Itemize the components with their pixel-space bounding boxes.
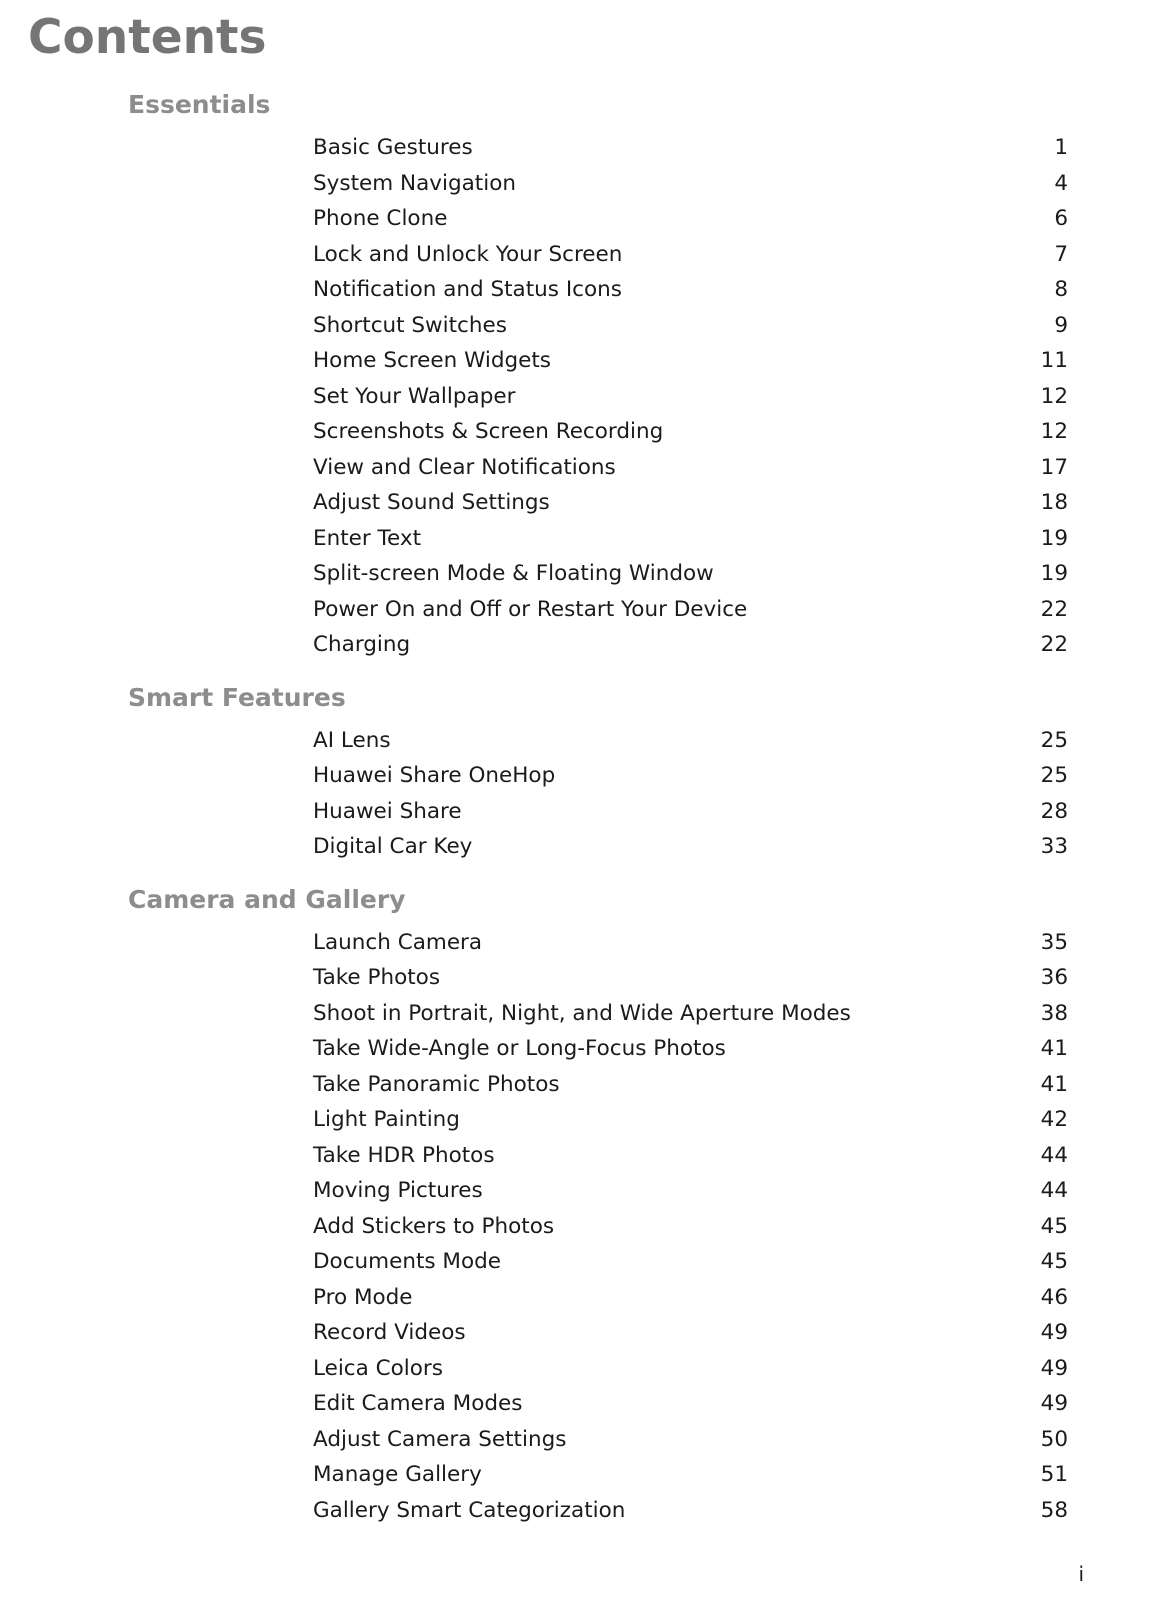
toc-entry-label: Edit Camera Modes bbox=[313, 1391, 523, 1416]
toc-entry-page-number: 6 bbox=[1054, 206, 1068, 231]
section-heading: Smart Features bbox=[128, 682, 346, 712]
toc-entry[interactable] bbox=[0, 1351, 1162, 1387]
toc-entry-label: Lock and Unlock Your Screen bbox=[313, 241, 623, 267]
toc-entry[interactable] bbox=[0, 237, 1162, 273]
toc-entry-page-number: 45 bbox=[1040, 1249, 1068, 1274]
toc-entry-page-number: 35 bbox=[1040, 929, 1068, 955]
toc-section bbox=[0, 681, 1162, 865]
toc-section bbox=[0, 88, 1162, 663]
toc-entry-label: Power On and Off or Restart Your Device bbox=[313, 596, 748, 622]
toc-entry-label: Light Painting bbox=[313, 1107, 460, 1132]
section-entry-list bbox=[0, 130, 1162, 663]
section-gap bbox=[0, 663, 1162, 681]
toc-entry-page-number: 9 bbox=[1054, 312, 1068, 338]
toc-entry-page-number: 49 bbox=[1040, 1320, 1068, 1345]
toc-entry-page-number: 49 bbox=[1040, 1355, 1068, 1381]
toc-entry-label: System Navigation bbox=[313, 170, 516, 196]
toc-entry-page-number: 28 bbox=[1040, 798, 1068, 824]
section-entry-list bbox=[0, 723, 1162, 865]
toc-entry[interactable] bbox=[0, 166, 1162, 202]
toc-entry-label: Take Photos bbox=[313, 965, 441, 990]
toc-entry[interactable] bbox=[0, 1457, 1162, 1493]
section-entry-list bbox=[0, 925, 1162, 1529]
toc-entry[interactable] bbox=[0, 723, 1162, 759]
toc-entry-page-number: 45 bbox=[1040, 1213, 1068, 1239]
toc-entry-label: Adjust Camera Settings bbox=[313, 1426, 567, 1452]
toc-entry[interactable] bbox=[0, 1102, 1162, 1138]
toc-entry-page-number: 36 bbox=[1040, 965, 1068, 990]
toc-entry[interactable] bbox=[0, 794, 1162, 830]
toc-entry[interactable] bbox=[0, 556, 1162, 592]
toc-entry-label: Manage Gallery bbox=[313, 1462, 482, 1487]
section-heading: Essentials bbox=[128, 90, 271, 119]
toc-entry-label: Huawei Share OneHop bbox=[313, 763, 556, 788]
toc-entry[interactable] bbox=[0, 272, 1162, 308]
toc-entry-page-number: 33 bbox=[1040, 834, 1068, 859]
toc-entry-label: Set Your Wallpaper bbox=[313, 383, 516, 409]
toc-entry-label: Moving Pictures bbox=[313, 1178, 483, 1203]
toc-entry[interactable] bbox=[0, 758, 1162, 794]
page-folio: i bbox=[1078, 1562, 1084, 1586]
toc-entry-page-number: 19 bbox=[1040, 525, 1068, 551]
toc-entry[interactable] bbox=[0, 627, 1162, 663]
section-gap bbox=[0, 865, 1162, 883]
toc-entry-label: Documents Mode bbox=[313, 1249, 501, 1274]
toc-entry-label: Gallery Smart Categorization bbox=[313, 1497, 626, 1523]
toc-entry[interactable] bbox=[0, 1422, 1162, 1458]
toc-entry[interactable] bbox=[0, 485, 1162, 521]
toc-entry[interactable] bbox=[0, 379, 1162, 415]
toc-entry-label: Leica Colors bbox=[313, 1355, 443, 1381]
page-title: Contents bbox=[28, 10, 267, 65]
toc-entry-label: Split-screen Mode & Floating Window bbox=[313, 561, 714, 586]
toc-entry-page-number: 42 bbox=[1040, 1107, 1068, 1132]
toc-entry[interactable] bbox=[0, 1209, 1162, 1245]
toc-entry[interactable] bbox=[0, 592, 1162, 628]
toc-entry-label: Take Wide-Angle or Long-Focus Photos bbox=[313, 1036, 726, 1061]
toc-entry[interactable] bbox=[0, 1280, 1162, 1316]
toc-entry-label: Phone Clone bbox=[313, 206, 448, 231]
toc-entry-label: Take Panoramic Photos bbox=[313, 1071, 560, 1097]
toc-entry-page-number: 25 bbox=[1040, 727, 1068, 753]
toc-entry[interactable] bbox=[0, 960, 1162, 996]
toc-entry-page-number: 25 bbox=[1040, 763, 1068, 788]
toc-entry-page-number: 17 bbox=[1040, 454, 1068, 480]
toc-entry-label: Huawei Share bbox=[313, 798, 462, 824]
toc-entry[interactable] bbox=[0, 1031, 1162, 1067]
toc-entry-page-number: 7 bbox=[1054, 241, 1068, 267]
toc-entry[interactable] bbox=[0, 1067, 1162, 1103]
toc-entry-page-number: 12 bbox=[1040, 419, 1068, 444]
toc-entry-page-number: 41 bbox=[1040, 1036, 1068, 1061]
toc-entry-page-number: 4 bbox=[1054, 170, 1068, 196]
toc-entry-page-number: 41 bbox=[1040, 1071, 1068, 1097]
toc-entry-label: Shoot in Portrait, Night, and Wide Aperture Modes bbox=[313, 1000, 851, 1026]
toc-entry-page-number: 44 bbox=[1040, 1142, 1068, 1168]
toc-entry-page-number: 44 bbox=[1040, 1178, 1068, 1203]
toc-entry-page-number: 11 bbox=[1040, 348, 1068, 373]
toc-entry-label: Digital Car Key bbox=[313, 834, 473, 859]
toc-entry-label: Record Videos bbox=[313, 1320, 466, 1345]
section-heading: Camera and Gallery bbox=[128, 884, 406, 914]
toc-entry-label: AI Lens bbox=[313, 727, 391, 753]
toc-entry[interactable] bbox=[0, 1386, 1162, 1422]
toc-sections-container bbox=[0, 88, 1162, 1528]
toc-entry-page-number: 50 bbox=[1040, 1426, 1068, 1452]
toc-entry-label: Screenshots & Screen Recording bbox=[313, 419, 664, 444]
toc-entry-label: Charging bbox=[313, 632, 411, 657]
toc-entry[interactable] bbox=[0, 925, 1162, 961]
toc-entry[interactable] bbox=[0, 521, 1162, 557]
toc-entry-label: Take HDR Photos bbox=[313, 1142, 495, 1168]
toc-entry-page-number: 51 bbox=[1040, 1462, 1068, 1487]
toc-entry-label: Launch Camera bbox=[313, 929, 483, 955]
toc-entry-label: Enter Text bbox=[313, 525, 422, 551]
toc-entry-label: Add Stickers to Photos bbox=[313, 1213, 555, 1239]
toc-entry[interactable] bbox=[0, 414, 1162, 450]
toc-entry-page-number: 12 bbox=[1040, 383, 1068, 409]
toc-entry[interactable] bbox=[0, 1173, 1162, 1209]
toc-section bbox=[0, 883, 1162, 1529]
toc-entry[interactable] bbox=[0, 130, 1162, 166]
toc-entry-page-number: 58 bbox=[1040, 1497, 1068, 1523]
toc-entry-page-number: 19 bbox=[1040, 561, 1068, 586]
toc-entry[interactable] bbox=[0, 1138, 1162, 1174]
toc-entry[interactable] bbox=[0, 1493, 1162, 1529]
toc-entry-page-number: 22 bbox=[1040, 596, 1068, 622]
toc-entry-page-number: 18 bbox=[1040, 490, 1068, 515]
toc-entry[interactable] bbox=[0, 308, 1162, 344]
toc-entry-label: Home Screen Widgets bbox=[313, 348, 551, 373]
toc-entry[interactable] bbox=[0, 1244, 1162, 1280]
toc-entry[interactable] bbox=[0, 996, 1162, 1032]
toc-entry-page-number: 38 bbox=[1040, 1000, 1068, 1026]
toc-entry-page-number: 1 bbox=[1054, 135, 1068, 160]
toc-entry-label: Adjust Sound Settings bbox=[313, 490, 550, 515]
toc-entry[interactable] bbox=[0, 450, 1162, 486]
toc-entry-label: Pro Mode bbox=[313, 1284, 413, 1310]
toc-entry-label: View and Clear Notifications bbox=[313, 454, 616, 480]
toc-entry-page-number: 22 bbox=[1040, 632, 1068, 657]
toc-entry-label: Notification and Status Icons bbox=[313, 277, 622, 302]
toc-entry-page-number: 46 bbox=[1040, 1284, 1068, 1310]
toc-entry-page-number: 49 bbox=[1040, 1391, 1068, 1416]
toc-entry[interactable] bbox=[0, 201, 1162, 237]
toc-entry-page-number: 8 bbox=[1054, 277, 1068, 302]
toc-entry[interactable] bbox=[0, 829, 1162, 865]
toc-entry[interactable] bbox=[0, 343, 1162, 379]
toc-entry-label: Basic Gestures bbox=[313, 135, 473, 160]
toc-entry[interactable] bbox=[0, 1315, 1162, 1351]
toc-entry-label: Shortcut Switches bbox=[313, 312, 507, 338]
